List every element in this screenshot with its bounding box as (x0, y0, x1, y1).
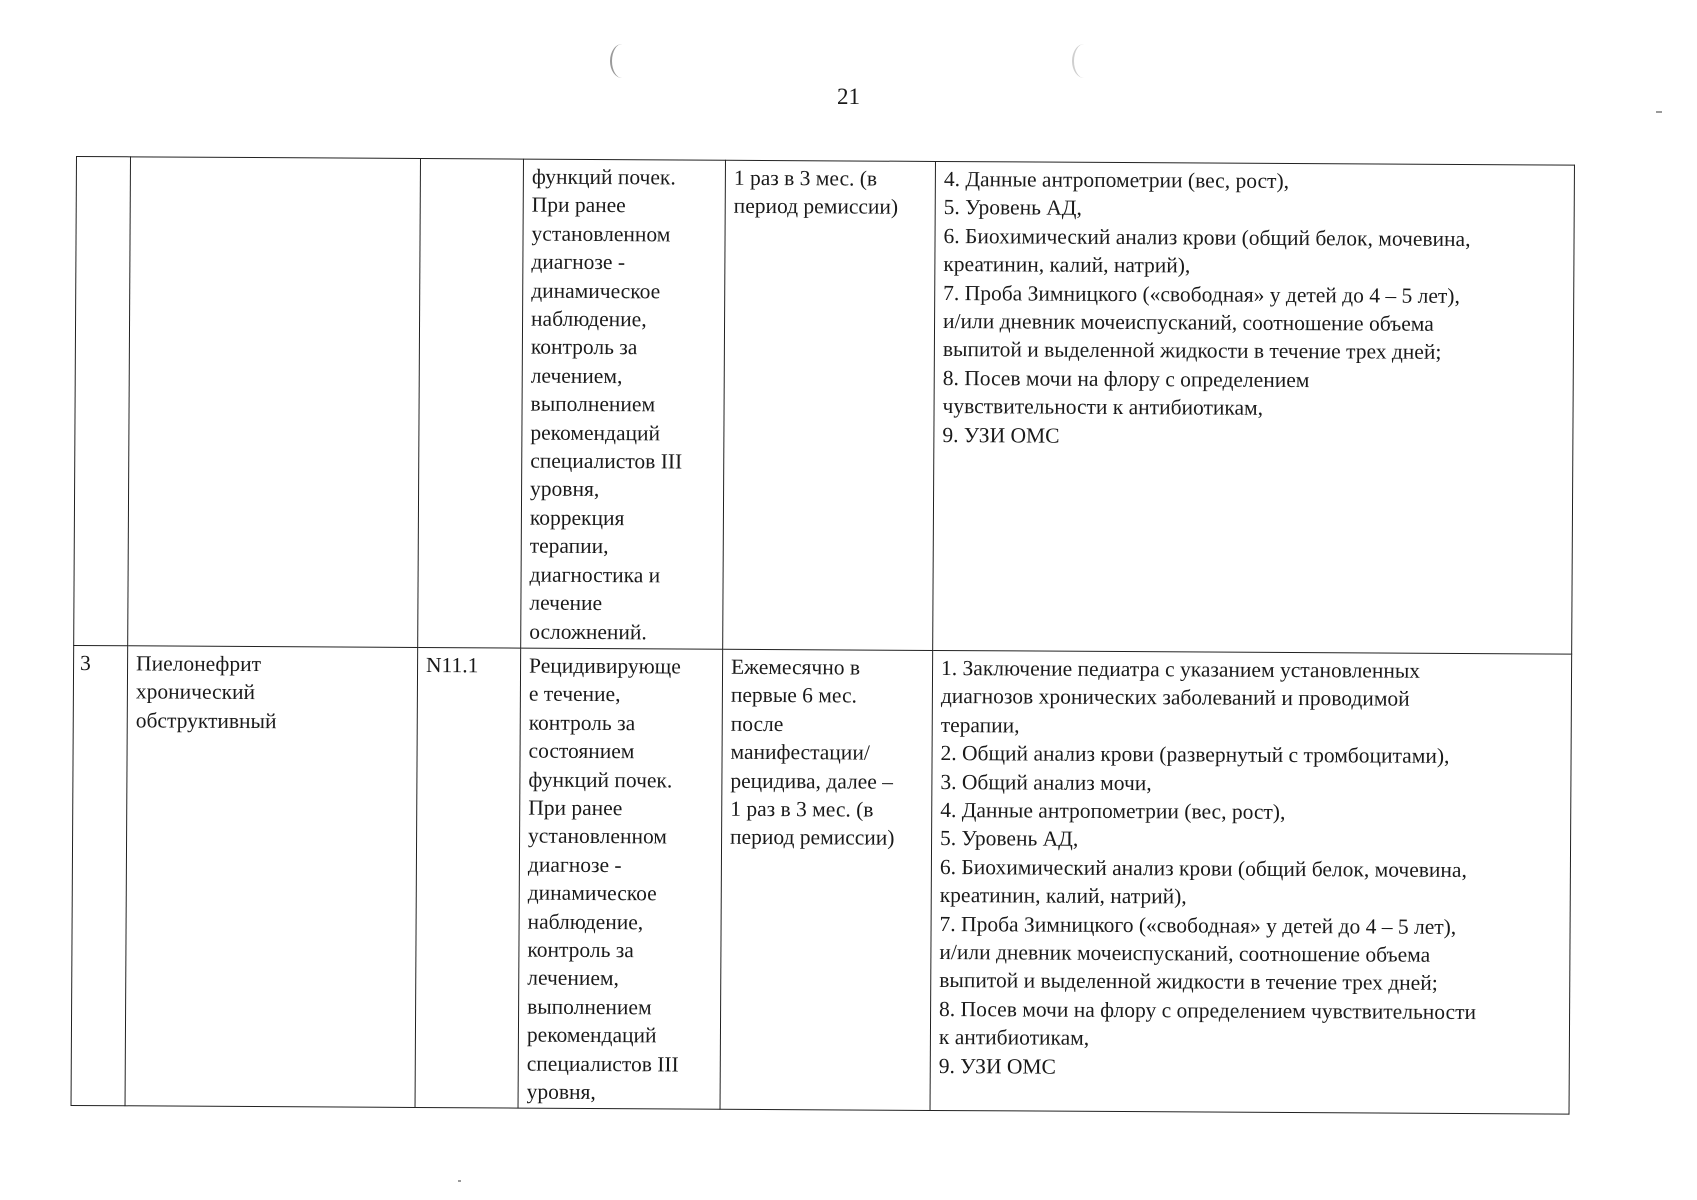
cell-text-line: лечением, (527, 965, 619, 991)
cell-text-line: выпитой и выделенной жидкости в течение трех дней; (939, 968, 1438, 996)
cell-text-line: рекомендаций (526, 1022, 657, 1048)
cell-text-line: Пиелонефрит (136, 651, 262, 676)
cell-text-line: динамическое (531, 278, 661, 303)
cell-text-line: 3. Общий анализ мочи, (940, 769, 1152, 795)
cell-text-line: рекомендаций (530, 420, 661, 446)
cell-text-line: Рецидивирующе (529, 653, 681, 679)
cell-text-line: контроль за (527, 937, 634, 963)
cell-text-line: 4. Данные антропометрии (вес, рост), (943, 166, 1290, 193)
cell-text-line: период ремиссии) (733, 194, 899, 220)
cell-text-line: 1 раз в 3 мес. (в (730, 796, 874, 822)
cell-text-line: 1. Заключение педиатра с указанием установленных (940, 655, 1421, 683)
cell-text-line: 7. Проба Зимницкого («свободная» у детей до 4 – 5 лет), (943, 280, 1460, 308)
cell-text-line: диагностика и (529, 562, 661, 588)
observation-description-cell (521, 159, 726, 649)
table-body (71, 157, 1574, 1115)
frequency-cell (723, 160, 936, 650)
cell-text-line: специалистов III (526, 1051, 679, 1077)
cell-text-line: При ранее (528, 795, 623, 821)
punch-hole-mark (610, 44, 634, 78)
cell-text-line: терапии, (940, 712, 1020, 738)
cell-text-line: лечением, (530, 363, 623, 388)
cell-text-line: установленном (531, 221, 671, 247)
cell-text-line: креатинин, калий, натрий), (943, 252, 1191, 278)
cell-text-line: уровня, (526, 1079, 596, 1105)
cell-text-line: рецидива, далее – (730, 768, 894, 794)
cell-text-line: и/или дневник мочеиспусканий, соотношение объема (942, 309, 1434, 336)
row-number-cell: 3 (71, 645, 128, 1106)
cell-text-line: диагнозе - (527, 852, 622, 877)
cell-text-line: после (730, 711, 784, 736)
page-number: 21 (837, 84, 860, 109)
cell-text-line: период ремиссии) (730, 825, 895, 851)
cell-text-line: терапии, (529, 533, 609, 559)
scan-speck (1656, 111, 1662, 113)
table-row (74, 157, 1575, 655)
cell-text-line: чувствительности к антибиотикам, (942, 394, 1264, 421)
cell-text-line: 6. Биохимический анализ крови (общий белок, мочевина, (943, 223, 1471, 251)
icd-code-cell (418, 158, 524, 647)
cell-text-line: функций почек. (528, 767, 673, 792)
disease-name-cell (125, 646, 418, 1108)
punch-hole-mark (1072, 44, 1096, 78)
cell-text-line: диагнозе - (531, 249, 626, 275)
icd-code-cell: N11.1 (415, 647, 521, 1108)
cell-text-line: 7. Проба Зимницкого («свободная» у детей до 4 – 5 лет), (939, 911, 1457, 939)
cell-text-line: выполнением (527, 994, 652, 1020)
examinations-cell (930, 650, 1572, 1114)
cell-text-line: контроль за (528, 710, 636, 735)
cell-text-line: 1 раз в 3 мес. (в (733, 165, 878, 191)
cell-text-line: 8. Посев мочи на флору с определением (942, 365, 1310, 392)
clinical-observation-table (71, 156, 1575, 1115)
cell-text-line: коррекция (529, 505, 625, 531)
cell-text-line: наблюдение, (527, 909, 644, 934)
scan-speck (458, 1180, 461, 1182)
cell-text-line: динамическое (527, 880, 657, 906)
cell-text-line: специалистов III (530, 448, 683, 474)
cell-text-line: 6. Биохимический анализ крови (общий белок, мочевина, (939, 854, 1467, 882)
frequency-cell (720, 649, 933, 1111)
cell-text-line: 4. Данные антропометрии (вес, рост), (940, 797, 1286, 824)
cell-text-line: 9. УЗИ ОМС (942, 422, 1060, 448)
cell-text-line: лечение (529, 590, 603, 616)
row-number-cell (74, 157, 131, 646)
cell-text-line: установленном (528, 823, 668, 849)
cell-text-line: уровня, (530, 477, 600, 502)
disease-name-cell (128, 157, 421, 648)
cell-text-line: 2. Общий анализ крови (развернутый с тромбоцитами), (940, 741, 1450, 769)
cell-text-line: 5. Уровень АД, (943, 195, 1082, 221)
cell-text-line: наблюдение, (531, 306, 647, 332)
cell-text-line: и/или дневник мочеиспусканий, соотношение объема (939, 939, 1431, 967)
cell-text-line: креатинин, калий, натрий), (939, 883, 1187, 909)
examinations-cell (933, 161, 1575, 654)
cell-text-line: выпитой и выделенной жидкости в течение трех дней; (942, 337, 1442, 365)
cell-text-line: состоянием (528, 738, 635, 764)
cell-text-line: При ранее (531, 193, 626, 218)
observation-description-cell (518, 648, 723, 1110)
cell-text-line: манифестации/ (730, 739, 870, 765)
cell-text-line: осложнений. (529, 619, 647, 644)
cell-text-line: обструктивный (135, 708, 277, 733)
cell-text-line: выполнением (530, 391, 656, 417)
document-table-wrapper (71, 156, 1574, 1115)
cell-text-line: 9. УЗИ ОМС (938, 1053, 1056, 1079)
cell-text-line: 8. Посев мочи на флору с определением чувствительности (939, 996, 1477, 1024)
cell-text-line: хронический (135, 679, 256, 705)
cell-text-line: к антибиотикам, (938, 1025, 1090, 1051)
cell-text-line: 5. Уровень АД, (940, 826, 1079, 852)
cell-text-line: первые 6 мес. (730, 683, 858, 708)
cell-text-line: функций почек. (531, 164, 676, 190)
cell-text-line: диагнозов хронических заболеваний и проводимой (940, 684, 1410, 712)
cell-text-line: е течение, (528, 681, 621, 707)
cell-text-line: контроль за (530, 335, 638, 360)
table-row (71, 645, 1572, 1114)
cell-text-line: Ежемесячно в (731, 654, 861, 680)
